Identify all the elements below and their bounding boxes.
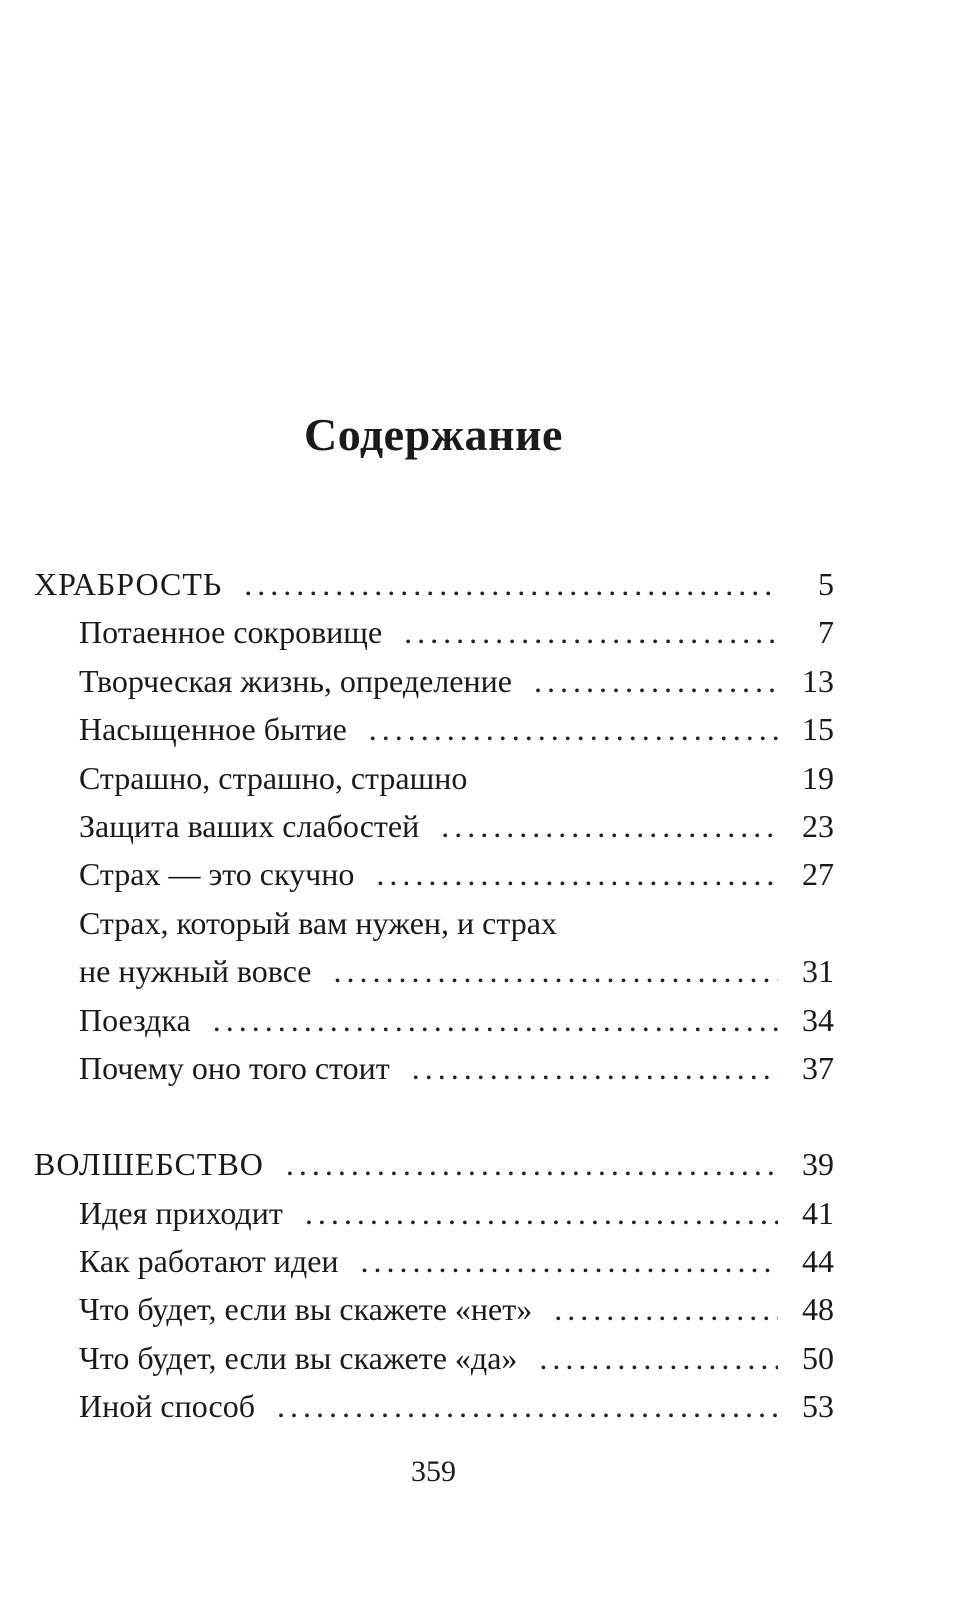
toc-entry-label: Идея приходит bbox=[79, 1194, 283, 1231]
toc-page-number: 27 bbox=[802, 856, 834, 893]
toc-entry-label: Насыщенное бытие bbox=[79, 711, 347, 748]
toc-entry-label: Иной способ bbox=[79, 1388, 255, 1425]
toc-page-number: 41 bbox=[802, 1194, 834, 1231]
toc-entry[interactable] bbox=[34, 657, 834, 705]
dot-leader bbox=[244, 560, 778, 608]
contents-title: Содержание bbox=[304, 409, 563, 460]
dot-leader bbox=[361, 1237, 778, 1285]
toc-section-courage bbox=[34, 560, 834, 1092]
dot-leader bbox=[277, 1382, 778, 1430]
toc-entry[interactable] bbox=[34, 802, 834, 850]
toc-page-number: 37 bbox=[802, 1049, 834, 1086]
toc-page-number: 31 bbox=[802, 953, 834, 990]
toc-page-number: 44 bbox=[802, 1243, 834, 1280]
dot-leader bbox=[412, 1044, 778, 1092]
dot-leader bbox=[441, 802, 778, 850]
toc-entry[interactable] bbox=[34, 1285, 834, 1333]
toc-page-number: 5 bbox=[818, 566, 834, 602]
dot-leader bbox=[334, 947, 779, 995]
toc-page-number: 48 bbox=[802, 1291, 834, 1328]
toc-page-number: 15 bbox=[802, 711, 834, 748]
toc-page-number: 19 bbox=[802, 759, 834, 796]
toc-entry-label: Что будет, если вы скажете «нет» bbox=[79, 1291, 533, 1328]
toc-section-heading-label: ВОЛШЕБСТВО bbox=[34, 1146, 264, 1183]
toc-entry[interactable] bbox=[34, 1044, 834, 1092]
toc-entry[interactable] bbox=[34, 754, 834, 802]
toc-section-heading-label: ХРАБРОСТЬ bbox=[34, 566, 223, 602]
toc-page-number: 34 bbox=[802, 1001, 834, 1038]
toc-entry-label: Потаенное сокровище bbox=[79, 614, 383, 651]
toc-entry[interactable] bbox=[34, 1334, 834, 1382]
toc-entry-line-2[interactable] bbox=[34, 947, 834, 995]
toc-entry-label: Страх — это скучно bbox=[79, 856, 355, 893]
dot-leader bbox=[539, 1334, 778, 1382]
toc-entry[interactable] bbox=[34, 1189, 834, 1237]
toc-entry-label: Почему оно того стоит bbox=[79, 1049, 390, 1086]
toc-section-heading[interactable] bbox=[34, 560, 834, 608]
toc-entry-label: Что будет, если вы скажете «да» bbox=[79, 1339, 518, 1376]
toc-entry[interactable] bbox=[34, 850, 834, 898]
toc-page-number: 23 bbox=[802, 807, 834, 844]
toc-entry-label: не нужный вовсе bbox=[79, 953, 312, 990]
toc-page-number: 7 bbox=[818, 614, 834, 651]
toc-entry-label: Творческая жизнь, определение bbox=[79, 662, 512, 699]
toc-page-number: 39 bbox=[802, 1146, 834, 1183]
table-of-contents bbox=[34, 560, 834, 1431]
dot-leader bbox=[554, 1285, 778, 1333]
toc-entry[interactable] bbox=[34, 705, 834, 753]
toc-section-magic bbox=[34, 1140, 834, 1430]
toc-entry-label: Защита ваших слабостей bbox=[79, 807, 420, 844]
toc-entry-label: Страх, который вам нужен, и страх bbox=[79, 904, 557, 941]
toc-section-heading[interactable] bbox=[34, 1140, 834, 1188]
toc-entry[interactable] bbox=[34, 996, 834, 1044]
dot-leader bbox=[213, 996, 778, 1044]
toc-entry-label: Как работают идеи bbox=[79, 1243, 339, 1280]
dot-leader bbox=[305, 1189, 778, 1237]
page-number: 359 bbox=[411, 1455, 456, 1488]
dot-leader bbox=[369, 705, 778, 753]
toc-entry-label: Поездка bbox=[79, 1001, 191, 1038]
toc-entry-label: Страшно, страшно, страшно bbox=[79, 759, 468, 796]
toc-entry[interactable] bbox=[34, 608, 834, 656]
toc-entry[interactable] bbox=[34, 1382, 834, 1430]
dot-leader bbox=[404, 608, 778, 656]
dot-leader bbox=[376, 850, 778, 898]
dot-leader bbox=[534, 657, 778, 705]
toc-page-number: 13 bbox=[802, 662, 834, 699]
toc-page-number: 53 bbox=[802, 1388, 834, 1425]
toc-page-number: 50 bbox=[802, 1339, 834, 1376]
toc-entry-line-1[interactable] bbox=[34, 899, 834, 947]
dot-leader bbox=[286, 1140, 778, 1188]
toc-entry[interactable] bbox=[34, 1237, 834, 1285]
